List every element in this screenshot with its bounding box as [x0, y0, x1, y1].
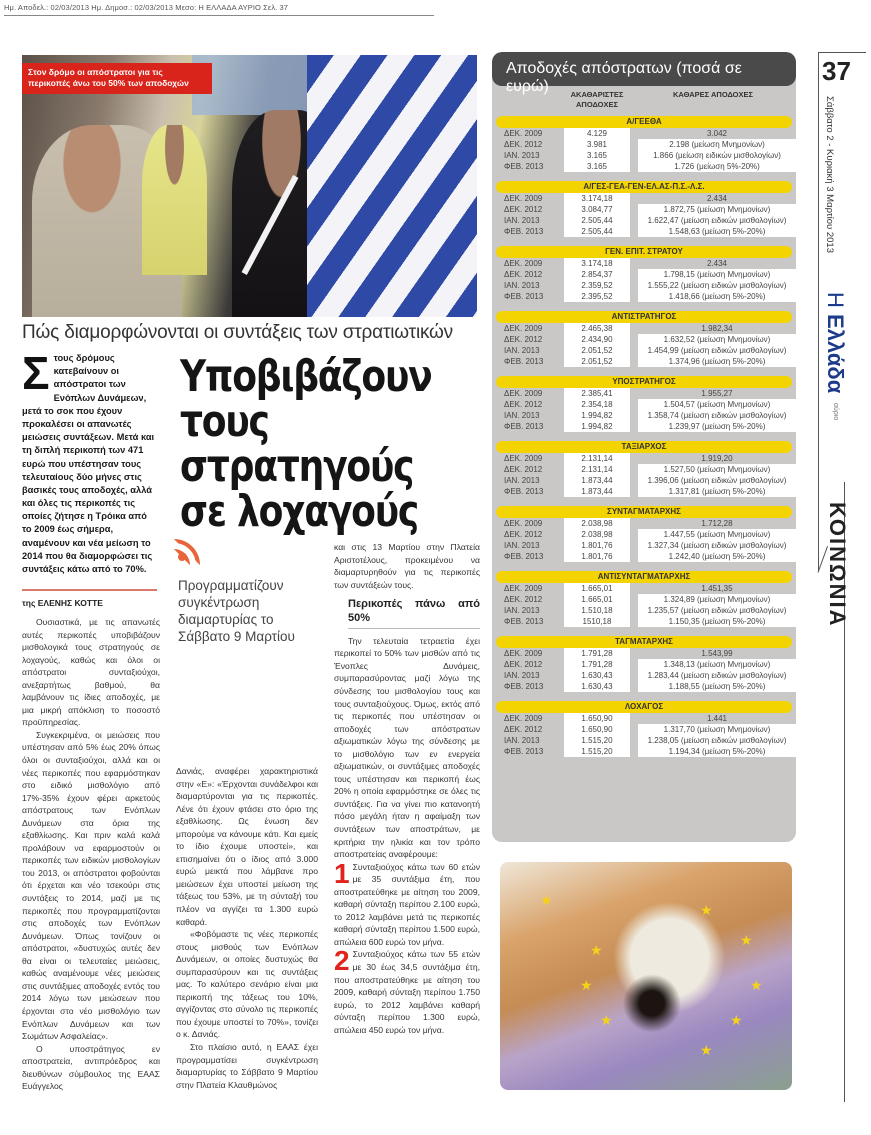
cell-net: 1.317,81 (μείωση 5%-20%) — [638, 486, 796, 497]
table-column-headers — [492, 86, 796, 116]
cell-gross: 1.665,01 — [564, 594, 630, 605]
cell-gross: 2.131,14 — [564, 464, 630, 475]
cell-net: 1.712,28 — [701, 519, 733, 528]
example-1 — [334, 857, 480, 949]
drop-cap: Σ — [22, 347, 50, 399]
photo-caption: Στον δρόμο οι απόστρατοι για τις περικοπές άνω του 50% των αποδοχών — [22, 63, 212, 94]
cell-period: ΔΕΚ. 2009 — [504, 649, 543, 658]
table-row — [492, 291, 796, 302]
table-row — [492, 399, 796, 410]
cell-period: ΙΑΝ. 2013 — [504, 151, 540, 160]
cell-gross: 1.630,43 — [564, 681, 630, 692]
clipping-metadata: Ημ. Αποδελ.: 02/03/2013 Ημ. Δημοσ.: 02/03/2013 Μεσο: Η ΕΛΛΑΔΑ ΑΥΡΙΟ Σελ. 37 — [4, 3, 434, 16]
headline: Υποβιβάζουν τους στρατηγούς σε λοχαγούς — [180, 351, 432, 537]
cell-net: 1.348,13 (μείωση Μνημονίων) — [638, 659, 796, 670]
cell-period: ΔΕΚ. 2009 — [504, 389, 543, 398]
cell-period: ΙΑΝ. 2013 — [504, 736, 540, 745]
table-row — [492, 334, 796, 345]
cell-period: ΔΕΚ. 2009 — [504, 454, 543, 463]
cell-gross: 3.165 — [564, 150, 630, 161]
cell-gross: 1.873,44 — [564, 475, 630, 486]
paragraph: Την τελευταία τετραετία έχει περικοπεί το 50% των μισθών από τις Ένοπλες Δυνάμεις, συμπαρασύροντας μαζί λόγω της σύνδεσης του μισθολογίου τους και τους συνταξιούχους. Όμως, εκτός από τις περικοπές που υπέστησαν οι αποδοχές των απόστρατων αξιωματικών λόγω της σύνδεσης με το μισθολόγιο των εν ενεργεία αξιωματικών, οι συντάξιμες αποδοχές τους υπέστησαν και περικοπή έως 20% η οποία εφαρμόστηκε σε όλες τις συντάξεις. Για να γίνει πιο κατανοητή πόσο μεγάλη ήταν η αφαίμαξη των συντάξεων των αποστράτων, με κριτήρια την ηλικία και τον τρόπο αποστρατείας αναφέρουμε: — [334, 635, 480, 860]
table-row — [492, 269, 796, 280]
table-body — [492, 116, 796, 757]
cell-gross: 1510,18 — [564, 616, 630, 627]
table-row — [492, 551, 796, 562]
cell-gross: 3.981 — [564, 139, 630, 150]
cell-period: ΔΕΚ. 2009 — [504, 584, 543, 593]
cell-period: ΙΑΝ. 2013 — [504, 541, 540, 550]
cell-net: 2.198 (μείωση Μνημονίων) — [638, 139, 796, 150]
cell-period: ΔΕΚ. 2009 — [504, 714, 543, 723]
cell-period: ΦΕΒ. 2013 — [504, 292, 544, 301]
cell-gross: 1.650,90 — [564, 713, 630, 724]
example-text: Συνταξιούχος κάτω των 60 ετών με 35 συντάξιμα έτη, που αποστρατεύθηκε με αίτηση του 2009, καθαρή σύνταξη περίπου 2.100 ευρώ, το 2012 λαμβάνει μετά τις περικοπές καθαρή σύνταξη περίπου 1.500 ευρώ, απώλεια 600 ευρώ τον μήνα. — [334, 861, 480, 947]
cell-period: ΙΑΝ. 2013 — [504, 281, 540, 290]
logo-prefix: Η — [823, 292, 848, 308]
paragraph: «Φοβόμαστε τις νέες περικοπές στους μισθούς των Ενόπλων Δυνάμεων, οι οποίες δυστυχώς θα συμπαρασύρουν και τις συντάξεις μας. Το καλύτερο σενάριο είναι μια περικοπή της τάξεως του 10%, αγγίζοντας στο σύνολο τις περικοπές που έχουμε υποστεί το 70%», τονίζει ο κ. Δανιάς. — [176, 929, 318, 1040]
table-title: Αποδοχές απόστρατων (ποσά σε ευρώ) — [492, 52, 796, 86]
body-column-3 — [334, 541, 480, 1036]
lead-divider — [22, 589, 157, 591]
table-row — [492, 161, 796, 172]
cell-net: 1.726 (μείωση 5%-20%) — [638, 161, 796, 172]
paragraph: Στο πλαίσιο αυτό, η ΕΑΑΣ έχει προγραμματίσει συγκέντρωση διαμαρτυρίας το Σάββατο 9 Μαρτίου στην Πλατεία Κλαυθμώνος — [176, 1042, 318, 1090]
cell-net: 1.327,34 (μείωση ειδικών μισθολογίων) — [638, 540, 796, 551]
cell-net: 1.622,47 (μείωση ειδικών μισθολογίων) — [638, 215, 796, 226]
table-row — [492, 681, 796, 692]
table-row — [492, 356, 796, 367]
table-row — [492, 226, 796, 237]
logo-subtitle: αύριο — [832, 403, 839, 421]
cell-period: ΔΕΚ. 2009 — [504, 324, 543, 333]
cell-gross: 4.129 — [564, 128, 630, 139]
table-row — [492, 713, 796, 724]
cell-gross: 2.359,52 — [564, 280, 630, 291]
cell-net: 1.418,66 (μείωση 5%-20%) — [638, 291, 796, 302]
cell-gross: 2.505,44 — [564, 215, 630, 226]
cell-period: ΙΑΝ. 2013 — [504, 411, 540, 420]
star-icon: ★ — [600, 1012, 613, 1028]
cell-period: ΔΕΚ. 2012 — [504, 400, 543, 409]
star-icon: ★ — [590, 942, 603, 958]
cell-period: ΦΕΒ. 2013 — [504, 357, 544, 366]
cell-net: 1.188,55 (μείωση 5%-20%) — [638, 681, 796, 692]
table-row — [492, 486, 796, 497]
star-icon: ★ — [730, 1012, 743, 1028]
cell-gross: 2.038,98 — [564, 529, 630, 540]
lead-text: τους δρόμους κατεβαίνουν οι απόστρατοι των Ενόπλων Δυνάμεων, μετά το σοκ που έχουν προκαλέσει οι απανωτές μειώσεις συντάξεων. Μετά και τη διπλή περικοπή των 471 ευρώ που υπέστησαν τους τελευταίους δύο μήνες στις βασικές τους αποδοχές, αλλά και όλες τις περικοπές τις οποίες ζήτησε η Τρόικα από το 2009 έως σήμερα, αναμένουν και νέα μείωση το 2014 που θα διαμορφώσει τις συντάξεις κάτω από το 70%. — [22, 353, 155, 574]
column-header-period — [492, 90, 564, 116]
protest-photo — [22, 55, 477, 317]
rank-header: ΥΠΟΣΤΡΑΤΗΓΟΣ — [496, 376, 792, 388]
table-row — [492, 388, 796, 399]
table-row — [492, 345, 796, 356]
cell-gross: 1.791,28 — [564, 659, 630, 670]
example-number: 2 — [334, 945, 350, 977]
article-kicker: Πώς διαμορφώνονται οι συντάξεις των στρατιωτικών — [22, 322, 453, 343]
table-row — [492, 659, 796, 670]
table-row — [492, 518, 796, 529]
table-row — [492, 735, 796, 746]
cell-gross: 3.174,18 — [564, 193, 630, 204]
cell-gross: 1.791,28 — [564, 648, 630, 659]
subheading: Περικοπές πάνω από 50% — [348, 597, 480, 629]
paragraph: Δανιάς, αναφέρει χαρακτηριστικά στην «Ε»: «Έρχονται συνάδελφοι και διαμαρτύρονται για τις περικοπές. Λένε ότι έχουν φτάσει στο όριο της εξαθλίωσης. Ως ένωση δεν μπορούμε να κάνουμε κάτι. Και εμείς το ίδιο έχουμε υποστεί», και επισημαίνει ότι ο ίδιος από 3.000 ευρώ μεικτά που λάμβανε προ μειώσεων έχει υποστεί μείωση της τάξεως του 53%, με τη σύνταξή του πλέον να αγγίζει τα 1.300 ευρώ καθαρά. — [176, 766, 318, 927]
cell-period: ΙΑΝ. 2013 — [504, 346, 540, 355]
rank-group — [492, 636, 796, 692]
star-icon: ★ — [540, 892, 553, 908]
paragraph: Συγκεκριμένα, οι μειώσεις που υπέστησαν από 5% έως 20% όπως όλοι οι συνταξιούχοι, αλλά και οι νέες περικοπές που εφαρμόστηκαν στο ειδικό μισθολόγιο από 17%-35% έχουν φέρει αρκετούς απόστρατους των Ενόπλων Δυνάμεων στα όρια της εξαθλίωσης. Και πριν καλά καλά προλάβουν να εφαρμοστούν οι περικοπές των ειδικών μισθολογίων του 2013, οι απόστρατοι φοβούνται ότι έρχεται και νέο τσεκούρι στις συντάξεις το 2014, μαζί με τις περικοπές που προγραμματίζονται στις αποδοχές των Ενόπλων Δυνάμεων. Όπως τονίζουν οι απόστρατοι, «δυστυχώς αυτές δεν θα είναι οι τελευταίες μειώσεις, καθώς αναμένουμε νέες μειώσεις στις συντάξιμες αποδοχές εντός του 2014 λόγω των μειώσεων που έρχονται στο νέο μισθολόγιο των Ενόπλων Δυνάμεων και των Σωμάτων Ασφαλείας». — [22, 729, 160, 1042]
cell-net: 1.982,34 — [701, 324, 733, 333]
cell-net: 1.632,52 (μείωση Μνημονίων) — [638, 334, 796, 345]
cell-gross: 2.505,44 — [564, 226, 630, 237]
example-text: Συνταξιούχος κάτω των 55 ετών με 30 έως 34,5 συντάξιμα έτη, που αποστρατεύθηκε με αίτηση του 2009, καθαρή σύνταξη περίπου 1.750 ευρώ, το 2012 λαμβάνει καθαρή σύνταξη περίπου 1.300 ευρώ, απώλεια 450 ευρώ τον μήνα. — [334, 949, 480, 1035]
page-number: 37 — [822, 56, 851, 86]
cell-period: ΦΕΒ. 2013 — [504, 747, 544, 756]
cell-net: 1.441 — [706, 714, 728, 723]
cell-period: ΔΕΚ. 2009 — [504, 259, 543, 268]
cell-net: 1.239,97 (μείωση 5%-20%) — [638, 421, 796, 432]
section-label: ΚΟΙΝΩΝΙΑ — [825, 502, 850, 628]
cell-period: ΔΕΚ. 2012 — [504, 205, 543, 214]
cell-gross: 2.038,98 — [564, 518, 630, 529]
table-row — [492, 139, 796, 150]
paragraph: Ουσιαστικά, με τις απανωτές αυτές περικοπές υποβιβάζουν μισθολογικά τους στρατηγούς σε λοχαγούς, καθώς και όλοι οι απόστρατοι συνταξιούχοι, ανεξαρτήτως βαθμού, θα λαμβάνουν τις ίδιες αποδοχές, με μια μικρή απόκλιση το ποσοστό προϋπηρεσίας. — [22, 617, 160, 728]
cell-net: 1.447,55 (μείωση Μνημονίων) — [638, 529, 796, 540]
cell-net: 2.434 — [706, 194, 728, 203]
rank-group — [492, 701, 796, 757]
star-icon: ★ — [700, 902, 713, 918]
table-row — [492, 421, 796, 432]
spine-rule — [818, 52, 866, 53]
rank-header: Α/ΓΕΕΘΑ — [496, 116, 792, 128]
sidebar-title: Προγραμματίζουν συγκέντρωση διαμαρτυρίας το Σάββατο 9 Μαρτίου — [178, 578, 295, 644]
cell-net: 1.358,74 (μείωση ειδικών μισθολογίων) — [638, 410, 796, 421]
cell-net: 3.042 — [706, 129, 728, 138]
cell-gross: 3.084,77 — [564, 204, 630, 215]
cell-net: 1.504,57 (μείωση Μνημονίων) — [638, 399, 796, 410]
table-row — [492, 410, 796, 421]
table-row — [492, 648, 796, 659]
cell-gross: 1.801,76 — [564, 540, 630, 551]
cell-gross: 1.801,76 — [564, 551, 630, 562]
cell-gross: 2.131,14 — [564, 453, 630, 464]
cell-gross: 2.051,52 — [564, 345, 630, 356]
logo-name: Ελλάδα — [823, 314, 848, 394]
cell-period: ΔΕΚ. 2009 — [504, 194, 543, 203]
cell-gross: 2.051,52 — [564, 356, 630, 367]
table-row — [492, 150, 796, 161]
table-row — [492, 746, 796, 757]
cell-gross: 2.395,52 — [564, 291, 630, 302]
rank-group — [492, 116, 796, 172]
cell-gross: 1.630,43 — [564, 670, 630, 681]
greek-flag — [307, 55, 477, 317]
cell-net: 1.317,70 (μείωση Μνημονίων) — [638, 724, 796, 735]
cell-period: ΦΕΒ. 2013 — [504, 682, 544, 691]
cell-period: ΔΕΚ. 2012 — [504, 465, 543, 474]
example-number: 1 — [334, 857, 350, 889]
cell-gross: 1.515,20 — [564, 746, 630, 757]
body-column-1 — [22, 616, 160, 1093]
table-row — [492, 605, 796, 616]
rank-header: ΤΑΓΜΑΤΑΡΧΗΣ — [496, 636, 792, 648]
cell-net: 1.543,99 — [701, 649, 733, 658]
body-column-2 — [176, 765, 318, 1091]
spine-rule — [818, 52, 819, 572]
newspaper-logo — [822, 292, 848, 421]
cell-period: ΦΕΒ. 2013 — [504, 487, 544, 496]
cell-net: 1.451,35 — [701, 584, 733, 593]
cell-period: ΔΕΚ. 2009 — [504, 519, 543, 528]
table-row — [492, 475, 796, 486]
photo-person-yellow-shirt — [142, 125, 207, 275]
column-header-net: ΚΑΘΑΡΕΣ ΑΠΟΔΟΧΕΣ — [673, 90, 753, 99]
euro-banknotes-image — [500, 862, 792, 1090]
rank-header: ΤΑΞΙΑΡΧΟΣ — [496, 441, 792, 453]
cell-net: 1.283,44 (μείωση ειδικών μισθολογίων) — [638, 670, 796, 681]
cell-period: ΦΕΒ. 2013 — [504, 552, 544, 561]
rank-group — [492, 311, 796, 367]
cell-gross: 3.165 — [564, 161, 630, 172]
table-row — [492, 193, 796, 204]
rank-header: ΛΟΧΑΓΟΣ — [496, 701, 792, 713]
cell-period: ΦΕΒ. 2013 — [504, 162, 544, 171]
star-icon: ★ — [580, 977, 593, 993]
table-row — [492, 724, 796, 735]
pension-table — [492, 52, 796, 842]
cell-period: ΔΕΚ. 2012 — [504, 660, 543, 669]
cell-net: 1.150,35 (μείωση 5%-20%) — [638, 616, 796, 627]
rss-dot — [178, 553, 186, 561]
cell-gross: 1.515,20 — [564, 735, 630, 746]
rank-group — [492, 506, 796, 562]
paragraph: και στις 13 Μαρτίου στην Πλατεία Αριστοτέλους, προκειμένου να διαμαρτυρηθούν για τις περικοπές των συντάξεών τους. — [334, 542, 480, 590]
cell-net: 1.798,15 (μείωση Μνημονίων) — [638, 269, 796, 280]
table-row — [492, 128, 796, 139]
byline: της ΕΛΕΝΗΣ ΚΟΤΤΕ — [22, 598, 103, 608]
cell-net: 1.955,27 — [701, 389, 733, 398]
star-icon: ★ — [740, 932, 753, 948]
rank-header: ΑΝΤΙΣΤΡΑΤΗΓΟΣ — [496, 311, 792, 323]
cell-net: 1.555,22 (μείωση ειδικών μισθολογίων) — [638, 280, 796, 291]
table-row — [492, 204, 796, 215]
cell-gross: 2.385,41 — [564, 388, 630, 399]
cell-gross: 2.854,37 — [564, 269, 630, 280]
cell-net: 1.866 (μείωση ειδικών μισθολογίων) — [638, 150, 796, 161]
rank-group — [492, 246, 796, 302]
rank-group — [492, 571, 796, 627]
rank-group — [492, 441, 796, 497]
cell-period: ΦΕΒ. 2013 — [504, 227, 544, 236]
cell-net: 1.919,20 — [701, 454, 733, 463]
page-spine — [808, 52, 863, 1052]
table-row — [492, 215, 796, 226]
cell-gross: 1.650,90 — [564, 724, 630, 735]
cell-gross: 1.873,44 — [564, 486, 630, 497]
cell-net: 1.872,75 (μείωση Μνημονίων) — [638, 204, 796, 215]
star-icon: ★ — [750, 977, 763, 993]
cell-net: 1.194,34 (μείωση 5%-20%) — [638, 746, 796, 757]
cell-period: ΔΕΚ. 2012 — [504, 270, 543, 279]
table-row — [492, 540, 796, 551]
rank-group — [492, 181, 796, 237]
cell-gross: 1.510,18 — [564, 605, 630, 616]
cell-period: ΙΑΝ. 2013 — [504, 606, 540, 615]
rank-group — [492, 376, 796, 432]
cell-gross: 2.354,18 — [564, 399, 630, 410]
cell-period: ΔΕΚ. 2009 — [504, 129, 543, 138]
cell-net: 1.454,99 (μείωση ειδικών μισθολογίων) — [638, 345, 796, 356]
table-row — [492, 280, 796, 291]
star-icon: ★ — [700, 1042, 713, 1058]
cell-gross: 2.434,90 — [564, 334, 630, 345]
column-header-gross: ΑΚΑΘΑΡΙΣΤΕΣ ΑΠΟΔΟΧΕΣ — [570, 90, 624, 109]
cell-period: ΔΕΚ. 2012 — [504, 140, 543, 149]
table-row — [492, 616, 796, 627]
cell-net: 2.434 — [706, 259, 728, 268]
cell-gross: 3.174,18 — [564, 258, 630, 269]
cell-period: ΦΕΒ. 2013 — [504, 422, 544, 431]
issue-date: Σάββατο 2 - Κυριακή 3 Μαρτίου 2013 — [824, 96, 835, 253]
table-row — [492, 464, 796, 475]
article-lead — [22, 347, 157, 576]
table-row — [492, 594, 796, 605]
cell-net: 1.374,96 (μείωση 5%-20%) — [638, 356, 796, 367]
cell-net: 1.548,63 (μείωση 5%-20%) — [638, 226, 796, 237]
cell-gross: 1.665,01 — [564, 583, 630, 594]
cell-period: ΔΕΚ. 2012 — [504, 530, 543, 539]
cell-net: 1.242,40 (μείωση 5%-20%) — [638, 551, 796, 562]
rank-header: ΓΕΝ. ΕΠΙΤ. ΣΤΡΑΤΟΥ — [496, 246, 792, 258]
table-row — [492, 453, 796, 464]
cell-period: ΦΕΒ. 2013 — [504, 617, 544, 626]
cell-net: 1.527,50 (μείωση Μνημονίων) — [638, 464, 796, 475]
rank-header: Α/ΓΕΣ-ΓΕΑ-ΓΕΝ-ΕΛ.ΑΣ-Π.Σ.-Λ.Σ. — [496, 181, 792, 193]
cell-period: ΔΕΚ. 2012 — [504, 595, 543, 604]
cell-gross: 1.994,82 — [564, 410, 630, 421]
cell-period: ΙΑΝ. 2013 — [504, 216, 540, 225]
cell-period: ΔΕΚ. 2012 — [504, 725, 543, 734]
table-row — [492, 258, 796, 269]
table-row — [492, 583, 796, 594]
rank-header: ΣΥΝΤΑΓΜΑΤΑΡΧΗΣ — [496, 506, 792, 518]
example-2 — [334, 945, 480, 1036]
cell-gross: 1.994,82 — [564, 421, 630, 432]
cell-net: 1.235,57 (μείωση ειδικών μισθολογίων) — [638, 605, 796, 616]
table-row — [492, 529, 796, 540]
cell-net: 1.396,06 (μείωση ειδικών μισθολογίων) — [638, 475, 796, 486]
cell-net: 1.238,05 (μείωση ειδικών μισθολογίων) — [638, 735, 796, 746]
cell-period: ΙΑΝ. 2013 — [504, 671, 540, 680]
cell-net: 1.324,89 (μείωση Μνημονίων) — [638, 594, 796, 605]
cell-gross: 2.465,38 — [564, 323, 630, 334]
cell-period: ΔΕΚ. 2012 — [504, 335, 543, 344]
rank-header: ΑΝΤΙΣΥΝΤΑΓΜΑΤΑΡΧΗΣ — [496, 571, 792, 583]
table-row — [492, 670, 796, 681]
table-row — [492, 323, 796, 334]
paragraph: Ο υποστράτηγος εν αποστρατεία, αντιπρόεδρος και διευθύνων σύμβουλος της ΕΑΑΣ Ευάγγελος — [22, 1043, 160, 1092]
cell-period: ΙΑΝ. 2013 — [504, 476, 540, 485]
rss-icon — [178, 537, 202, 561]
